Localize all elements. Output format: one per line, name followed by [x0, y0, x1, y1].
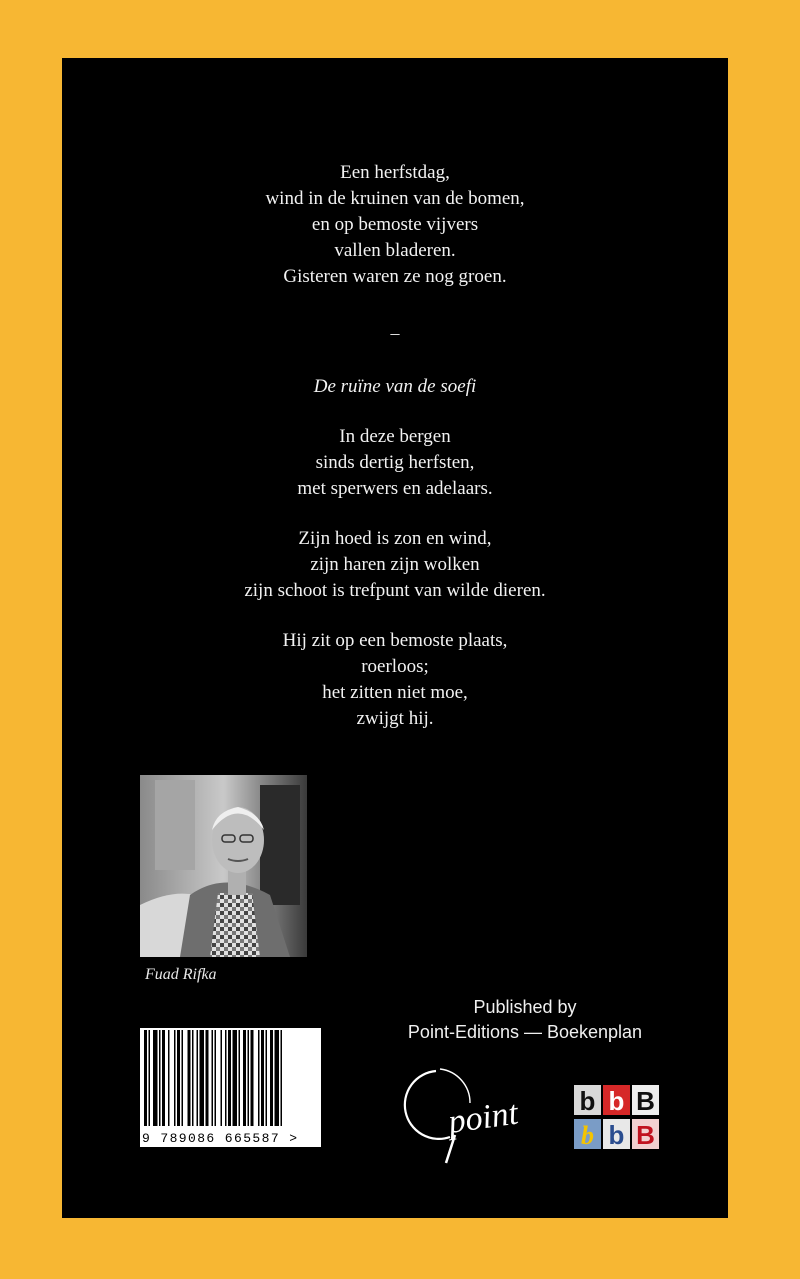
barcode-bar: [266, 1030, 268, 1126]
poem-line: In deze bergen: [339, 426, 451, 447]
barcode-bar: [192, 1030, 194, 1126]
barcode-bar: [239, 1030, 241, 1126]
barcode-bar: [215, 1030, 217, 1126]
published-by-label: Published by: [473, 997, 577, 1017]
barcode-bar: [228, 1030, 231, 1126]
back-cover: [62, 58, 728, 1218]
barcode-bar: [225, 1030, 227, 1126]
barcode-bar: [281, 1030, 283, 1126]
barcode-bar: [233, 1030, 238, 1126]
poem-line: met sperwers en adelaars.: [297, 478, 493, 499]
barcode-bar: [221, 1030, 223, 1126]
barcode-bar: [275, 1030, 280, 1126]
poem-line: en op bemoste vijvers: [311, 214, 479, 235]
barcode-bar: [168, 1030, 170, 1126]
bbb-letter: b: [581, 1121, 594, 1150]
boekenplan-logo: [572, 1083, 662, 1153]
bbb-letter: B: [636, 1120, 655, 1150]
publisher-names: Point-Editions — Boekenplan: [407, 1022, 643, 1042]
publisher-block: [370, 995, 680, 1045]
bbb-letter: b: [579, 1086, 596, 1116]
barcode-bar: [258, 1030, 260, 1126]
barcode-bar: [243, 1030, 246, 1126]
isbn-number: 9 789086 665587 >: [142, 1131, 299, 1146]
poem-line: Zijn hoed is zon en wind,: [298, 528, 492, 549]
barcode-bar: [162, 1030, 165, 1126]
barcode-bar: [174, 1030, 176, 1126]
barcode-bar: [200, 1030, 205, 1126]
point-logo-text: point: [445, 1094, 521, 1141]
barcode-bar: [248, 1030, 250, 1126]
poem-line: Een herfstdag,: [340, 162, 450, 183]
poem-separator: –: [390, 323, 400, 343]
point-editions-logo: [400, 1063, 532, 1168]
barcode: [140, 1028, 321, 1147]
barcode-bar: [188, 1030, 191, 1126]
poem-line: roerloos;: [361, 656, 429, 677]
poem-line: Gisteren waren ze nog groen.: [283, 266, 507, 287]
barcode-bar: [182, 1030, 184, 1126]
poem-line: Hij zit op een bemoste plaats,: [282, 630, 508, 651]
poem-line: het zitten niet moe,: [322, 682, 468, 703]
barcode-bar: [153, 1030, 158, 1126]
barcode-bar: [177, 1030, 180, 1126]
barcode-bar: [197, 1030, 199, 1126]
bbb-letter: b: [608, 1086, 625, 1116]
barcode-bar: [212, 1030, 214, 1126]
author-caption: Fuad Rifka: [145, 966, 217, 983]
poem-line: sinds dertig herfsten,: [315, 452, 475, 473]
barcode-bar: [261, 1030, 264, 1126]
barcode-bar: [251, 1030, 254, 1126]
poem-line: wind in de kruinen van de bomen,: [265, 188, 525, 209]
barcode-bar: [270, 1030, 273, 1126]
poem-title: De ruïne van de soefi: [313, 376, 477, 397]
poem-line: vallen bladeren.: [334, 240, 456, 261]
poem-line: zijn schoot is trefpunt van wilde dieren.: [244, 580, 546, 601]
barcode-bar: [149, 1030, 151, 1126]
poem-line: zwijgt hij.: [356, 708, 434, 729]
barcode-bar: [159, 1030, 161, 1126]
bbb-letter: b: [608, 1120, 625, 1150]
poem: [62, 160, 728, 732]
bbb-letter: B: [636, 1086, 655, 1116]
barcode-bar: [206, 1030, 209, 1126]
author-photo: [140, 775, 307, 957]
poem-line: zijn haren zijn wolken: [310, 554, 480, 575]
barcode-bar: [144, 1030, 147, 1126]
